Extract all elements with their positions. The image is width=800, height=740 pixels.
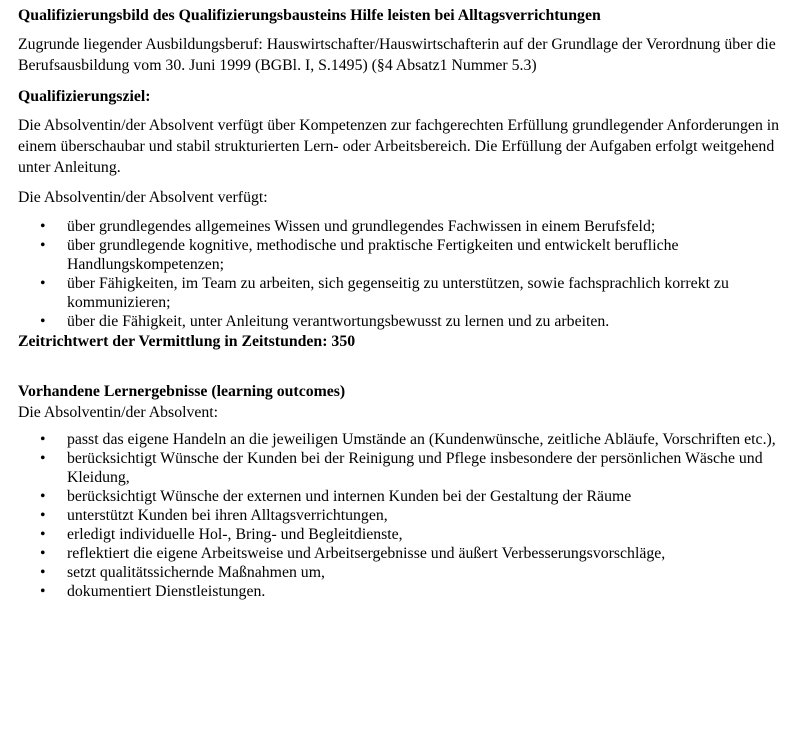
bullet-icon: • — [40, 431, 46, 448]
document-title: Qualifizierungsbild des Qualifizierungsbausteins Hilfe leisten bei Alltagsverrichtungen — [18, 7, 601, 24]
list-item — [18, 506, 782, 525]
bullet-icon: • — [40, 450, 46, 467]
bullet-icon: • — [40, 564, 46, 581]
list-item — [18, 582, 782, 601]
list-item — [18, 430, 782, 449]
goal-heading: Qualifizierungsziel: — [18, 88, 151, 105]
goal-intro: Die Absolventin/der Absolvent verfügt: — [18, 189, 268, 206]
goal-list — [18, 217, 782, 331]
list-item-text: über grundlegende kognitive, methodische und praktische Fertigkeiten und entwickelt berufliche Handlungskompetenzen; — [67, 237, 679, 273]
list-item-text: unterstützt Kunden bei ihren Alltagsverrichtungen, — [67, 507, 388, 524]
list-item — [18, 236, 782, 274]
list-item — [18, 525, 782, 544]
bullet-icon: • — [40, 545, 46, 562]
bullet-icon: • — [40, 507, 46, 524]
list-item-text: setzt qualitätssichernde Maßnahmen um, — [67, 564, 325, 581]
bullet-icon: • — [40, 488, 46, 505]
list-item — [18, 449, 782, 487]
list-item-text: dokumentiert Dienstleistungen. — [67, 583, 266, 600]
list-item — [18, 544, 782, 563]
list-item-text: erledigt individuelle Hol-, Bring- und Begleitdienste, — [67, 526, 403, 543]
bullet-icon: • — [40, 275, 46, 292]
list-item — [18, 274, 782, 312]
bullet-icon: • — [40, 313, 46, 330]
list-item-text: über Fähigkeiten, im Team zu arbeiten, sich gegenseitig zu unterstützen, sowie fachsprachlich korrekt zu kommunizieren; — [67, 275, 729, 311]
list-item — [18, 563, 782, 582]
list-item-text: berücksichtigt Wünsche der externen und internen Kunden bei der Gestaltung der Räume — [67, 488, 632, 505]
list-item-text: über grundlegendes allgemeines Wissen und grundlegendes Fachwissen in einem Berufsfeld; — [67, 218, 656, 235]
basis-paragraph: Zugrunde liegender Ausbildungsberuf: Hauswirtschafter/Hauswirtschafterin auf der Grundlage der Verordnung über die Berufsausbildung vom 30. Juni 1999 (BGBl. I, S.1495) (§4 Absatz1 Nummer 5.3) — [18, 36, 776, 74]
time-heading: Zeitrichtwert der Vermittlung in Zeitstunden: 350 — [18, 333, 356, 350]
outcomes-intro: Die Absolventin/der Absolvent: — [18, 404, 219, 421]
list-item-text: berücksichtigt Wünsche der Kunden bei der Reinigung und Pflege insbesondere der persönlichen Wäsche und Kleidung, — [67, 450, 763, 486]
bullet-icon: • — [40, 583, 46, 600]
goal-paragraph: Die Absolventin/der Absolvent verfügt über Kompetenzen zur fachgerechten Erfüllung grundlegender Anforderungen in einem überschaubar und stabil strukturierten Lern- oder Arbeitsbereich. Die Erfüllung der Aufgaben erfolgt weitgehend unter Anleitung. — [18, 117, 780, 176]
list-item-text: über die Fähigkeit, unter Anleitung verantwortungsbewusst zu lernen und zu arbeiten. — [67, 313, 610, 330]
bullet-icon: • — [40, 237, 46, 254]
list-item — [18, 312, 782, 331]
bullet-icon: • — [40, 526, 46, 543]
outcomes-list — [18, 430, 782, 601]
list-item-text: passt das eigene Handeln an die jeweiligen Umstände an (Kundenwünsche, zeitliche Abläufe, Vorschriften etc.), — [67, 431, 776, 448]
bullet-icon: • — [40, 218, 46, 235]
list-item-text: reflektiert die eigene Arbeitsweise und Arbeitsergebnisse und äußert Verbesserungsvorschläge, — [67, 545, 666, 562]
list-item — [18, 217, 782, 236]
outcomes-heading: Vorhandene Lernergebnisse (learning outcomes) — [18, 383, 346, 400]
list-item — [18, 487, 782, 506]
